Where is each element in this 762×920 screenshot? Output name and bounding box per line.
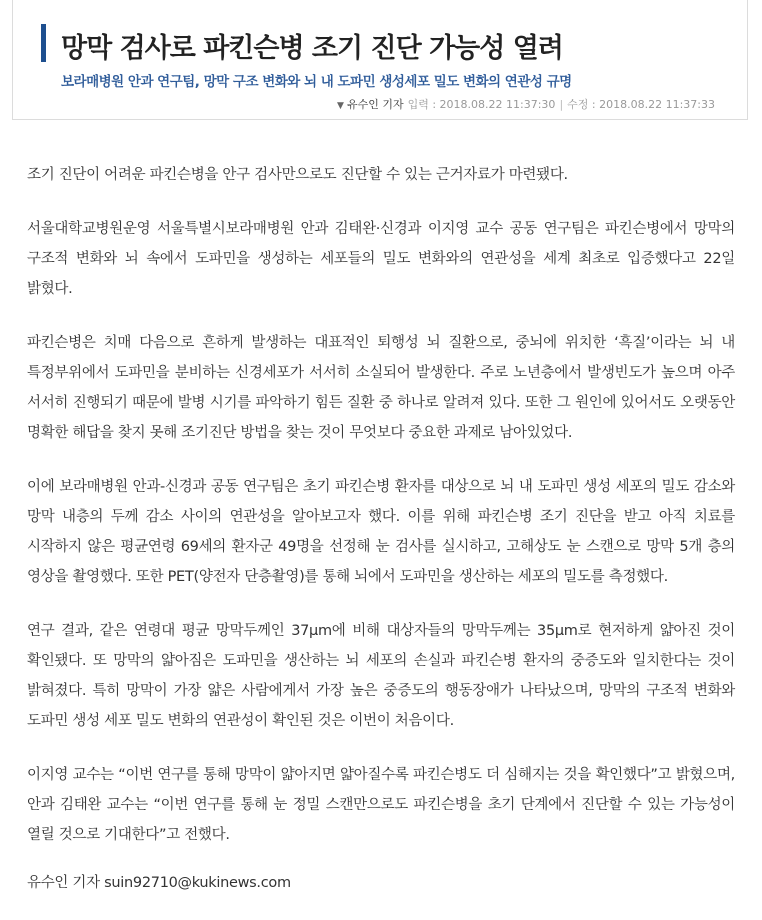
article-paragraph: 조기 진단이 어려운 파킨슨병을 안구 검사만으로도 진단할 수 있는 근거자료가 마련됐다. — [27, 167, 568, 183]
article-paragraph: 연구 결과, 같은 연령대 평균 망막두께인 37μm에 비해 대상자들의 망막두께는 35μm로 현저하게 얇아진 것이 확인됐다. 또 망막의 얇아짐은 도파민을 생산하는 뇌 세포의 손실과 파킨슨병 환자의 중증도와 일치한다는 것이 밝혀졌다. 특히 망막이 가장 얇은 사람에게서 가장 높은 중증도의 행동장애가 나타났으며, 망막의 구조적 변화와 도파민 생성 세포 밀도 변화의 연관성이 확인된 것은 이번이 처음이다. — [27, 623, 735, 729]
article-paragraph: 이지영 교수는 “이번 연구를 통해 망막이 얇아지면 얇아질수록 파킨슨병도 더 심해지는 것을 확인했다”고 밝혔으며, 안과 김태완 교수는 “이번 연구를 통해 눈 정밀 스캔만으로도 파킨슨병을 초기 단계에서 진단할 수 있는 가능성이 열릴 것으로 기대한다”고 전했다. — [27, 767, 735, 843]
modified-timestamp: 수정 : 2018.08.22 11:37:33 — [567, 98, 715, 111]
title-accent-bar — [41, 24, 46, 62]
article-byline: 유수인 기자 suin92710@kukinews.com — [27, 875, 291, 891]
article-subtitle: 보라매병원 안과 연구팀, 망막 구조 변화와 뇌 내 도파민 생성세포 밀도 변화의 연관성 규명 — [61, 74, 572, 90]
reporter-name[interactable]: 유수인 기자 — [346, 98, 404, 111]
article-body — [27, 160, 735, 874]
input-timestamp: 입력 : 2018.08.22 11:37:30 — [407, 98, 556, 111]
article-title: 망막 검사로 파킨슨병 조기 진단 가능성 열려 — [61, 33, 563, 64]
article-paragraph: 파킨슨병은 치매 다음으로 흔하게 발생하는 대표적인 퇴행성 뇌 질환으로, 중뇌에 위치한 ‘흑질’이라는 뇌 내 특정부위에서 도파민을 분비하는 신경세포가 서서히 소실되어 발생한다. 주로 노년층에서 발생빈도가 높으며 아주 서서히 진행되기 때문에 발병 시기를 파악하기 힘든 질환 중 하나로 알려져 있다. 또한 그 원인에 있어서도 오랫동안 명확한 해답을 찾지 못해 조기진단 방법을 찾는 것이 무엇보다 중요한 과제로 남아있었다. — [27, 335, 735, 441]
article-header — [12, 0, 748, 120]
meta-separator: | — [559, 98, 564, 111]
chevron-down-icon[interactable]: ▼ — [337, 101, 344, 111]
article-meta — [337, 96, 715, 112]
article-paragraph: 서울대학교병원운영 서울특별시보라매병원 안과 김태완·신경과 이지영 교수 공동 연구팀은 파킨슨병에서 망막의 구조적 변화와 뇌 속에서 도파민을 생성하는 세포들의 밀도 변화와의 연관성을 세계 최초로 입증했다고 22일 밝혔다. — [27, 221, 735, 297]
article-paragraph: 이에 보라매병원 안과-신경과 공동 연구팀은 초기 파킨슨병 환자를 대상으로 뇌 내 도파민 생성 세포의 밀도 감소와 망막 내층의 두께 감소 사이의 연관성을 알아보고자 했다. 이를 위해 파킨슨병 조기 진단을 받고 아직 치료를 시작하지 않은 평균연령 69세의 환자군 49명을 선정해 눈 검사를 실시하고, 고해상도 눈 스캔으로 망막 5개 층의 영상을 촬영했다. 또한 PET(양전자 단층촬영)를 통해 뇌에서 도파민을 생산하는 세포의 밀도를 측정했다. — [27, 479, 735, 585]
